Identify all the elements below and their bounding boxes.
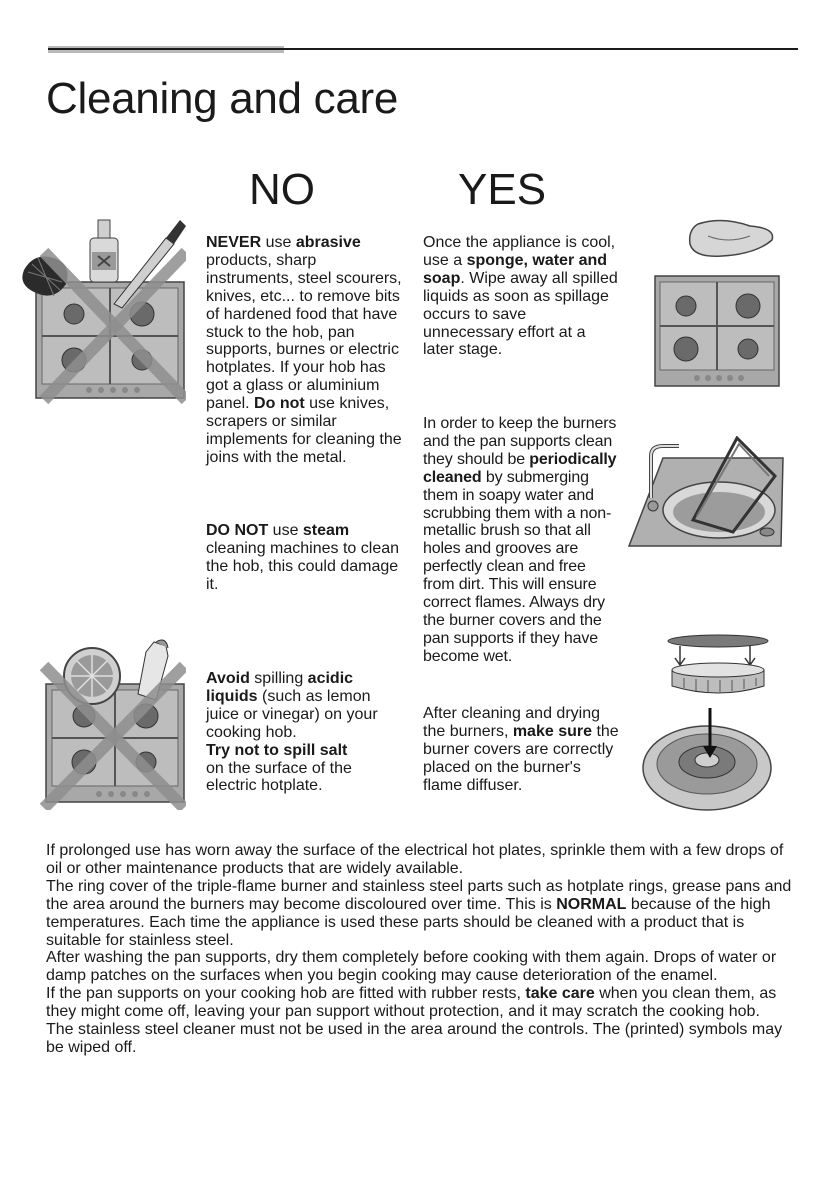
emphasis-steam: steam xyxy=(302,522,350,539)
emphasis-do-not-caps: DO NOT xyxy=(206,522,269,539)
yes-make-sure-text xyxy=(423,705,624,795)
no-abrasive-text xyxy=(206,234,406,467)
text-run: the burner covers are correctly placed on the burner's flame diffuser. xyxy=(423,722,624,794)
maintenance-notes xyxy=(46,842,798,1057)
text-run: In order to keep the burners and the pan supports clean they should be xyxy=(423,415,621,468)
note-rubber-rests xyxy=(46,985,798,1021)
text-run: products, sharp instruments, steel scourers, knives, etc... to remove bits of hardened food that have stuck to the hob, pan supports, burnes or electric hotplates. If your hob has got a glass or aluminium panel. xyxy=(206,234,407,413)
emphasis-do-not: Do not xyxy=(254,395,305,413)
yes-sponge-text xyxy=(423,234,623,359)
hob-abrasive-crossed-illustration xyxy=(14,212,186,404)
emphasis-salt: Try not to spill salt xyxy=(206,741,348,759)
emphasis-avoid: Avoid xyxy=(206,670,250,687)
emphasis-sponge: sponge, water and soap xyxy=(423,251,608,287)
yes-heading: YES xyxy=(458,165,547,214)
text-run: . Wipe away all spilled liquids as soon as spillage occurs to save unnecessary effort at a later stage. xyxy=(423,269,623,359)
yes-periodic-text xyxy=(423,415,619,666)
text-run: use knives, scrapers or similar implements for cleaning the joins with the metal. xyxy=(206,395,407,466)
header-rule xyxy=(48,48,798,50)
no-acidic-text xyxy=(206,670,406,795)
text-run: on the surface of the electric hotplate. xyxy=(206,759,357,795)
emphasis-acidic-liquids: acidic liquids xyxy=(206,670,354,705)
text-run: cleaning machines to clean the hob, this could damage it. xyxy=(206,522,404,593)
text-run: spilling xyxy=(249,670,308,687)
emphasis-normal: NORMAL xyxy=(556,895,627,913)
text-run: (such as lemon juice or vinegar) on your cooking hob. xyxy=(206,687,383,741)
text-run: The ring cover of the triple-flame burner and stainless steel parts such as hotplate rings, grease pans and the area around the burners may become discoloured over time. This is xyxy=(46,877,792,913)
text-run: If the pan supports on your cooking hob are fitted with rubber rests, xyxy=(46,985,526,1003)
text-run: by submerging them in soapy water and scrubbing them with a non-metallic brush so that all holes and grooves are perfectly clean and free from dirt. This will ensure correct flames. Always dry the burner covers and the pan supports if they have become wet. xyxy=(423,468,612,665)
text-run: After cleaning and drying the burners, xyxy=(423,705,605,740)
note-hotplates: If prolonged use has worn away the surface of the electrical hot plates, sprinkle them with a few drops of oil or other maintenance products that are widely available. xyxy=(46,842,784,877)
sponge-hob-illustration xyxy=(652,214,782,390)
text-run: when you clean them, as they might come off, leaving your pan support without protection, and it may scratch the cooking hob. xyxy=(46,985,777,1021)
emphasis-make-sure: make sure xyxy=(512,722,592,740)
flame-diffuser-illustration xyxy=(640,706,774,814)
sink-pan-support-illustration xyxy=(627,436,787,550)
text-run: use xyxy=(268,522,303,539)
burner-cover-illustration xyxy=(666,634,772,698)
emphasis-never: NEVER xyxy=(206,234,262,251)
text-run: because of the high temperatures. Each time the appliance is used these parts should be cleaned with a product that is suitable for stainless steel. xyxy=(46,895,771,949)
emphasis-periodically-cleaned: periodically cleaned xyxy=(423,450,617,486)
page-title: Cleaning and care xyxy=(46,74,399,123)
emphasis-take-care: take care xyxy=(525,985,595,1003)
emphasis-abrasive: abrasive xyxy=(295,234,361,251)
hob-acid-salt-crossed-illustration xyxy=(14,636,186,810)
note-discolouration xyxy=(46,878,798,950)
note-stainless-cleaner: The stainless steel cleaner must not be used in the area around the controls. The (printed) symbols may be wiped off. xyxy=(46,1021,783,1056)
text-run: use xyxy=(261,234,296,251)
no-heading: NO xyxy=(249,165,315,214)
note-pan-supports-dry: After washing the pan supports, dry them completely before cooking with them again. Drops of water or damp patches on the surfaces when you begin cooking may cause deterioration of the enamel. xyxy=(46,949,777,985)
text-run: Once the appliance is cool, use a xyxy=(423,234,620,269)
no-steam-text xyxy=(206,522,406,594)
